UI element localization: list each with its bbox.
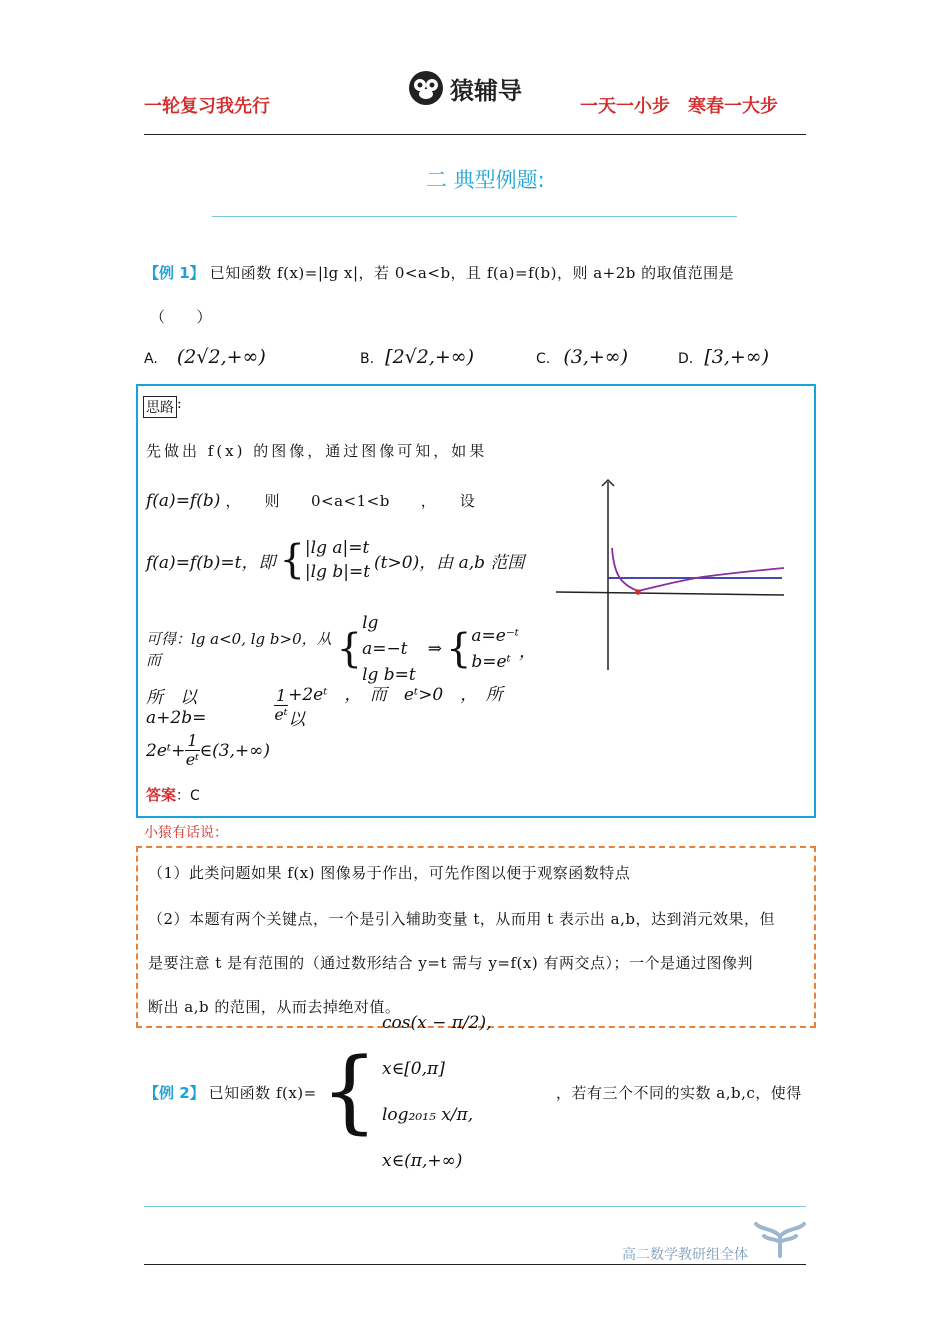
solution-line4: 可得：lg a<0, lg b>0，从而 { lg a=−t lg b=t ⇒ { a=e⁻ᵗ b=eᵗ ， bbox=[146, 613, 536, 685]
example1-stem bbox=[144, 262, 824, 283]
solution-line6: 2eᵗ+ $\frac{1}{\text{eᵗ}}$ ∈(3,+∞) bbox=[146, 731, 270, 769]
x-axis bbox=[556, 592, 784, 595]
tip-p4: 断出 a,b 的范围，从而去掉绝对值。 bbox=[148, 998, 401, 1016]
example2-stem: 【例 2】 已知函数 f(x)= { cos(x − π/2), x∈[0,π] log₂₀₁₅ x/π, x∈(π,+∞) ，若有三个不同的实数 a,b,c，使得 bbox=[144, 1013, 802, 1171]
option-b: B. [2√2,+∞) bbox=[360, 346, 475, 368]
tip-p2: （2）本题有两个关键点，一个是引入辅助变量 t，从而用 t 表示出 a,b，达到消元效果，但 bbox=[148, 910, 775, 928]
option-a: A. (2√2,+∞) bbox=[144, 346, 266, 368]
example1-text: 已知函数 f(x)=|lg x|，若 0<a<b，且 f(a)=f(b)，则 a+2b 的取值范围是 bbox=[209, 264, 735, 282]
solution-tag: 思路 bbox=[143, 396, 177, 418]
header-divider bbox=[144, 134, 806, 135]
tip-p1: （1）此类问题如果 f(x) 图像易于作出，可先作图以便于观察函数特点 bbox=[148, 864, 631, 882]
example1-paren: （ ） bbox=[150, 308, 213, 326]
monkey-logo-icon bbox=[408, 70, 444, 106]
header-right-slogan: 一天一小步 寒春一大步 bbox=[580, 96, 778, 117]
solution-line2: f(a)=f(b) ， 则 0<a<1<b ， 设 bbox=[146, 491, 476, 511]
section-divider bbox=[212, 216, 737, 217]
brand-logo bbox=[408, 70, 522, 106]
intersection-point bbox=[635, 589, 641, 595]
example1-label: 【例 1】 bbox=[144, 264, 205, 282]
section-title: 二 典型例题: bbox=[426, 168, 545, 192]
solution-line1: 先做出 f(x) 的图像，通过图像可知，如果 bbox=[146, 442, 488, 460]
example1-options bbox=[144, 346, 824, 376]
brand-name: 猿辅导 bbox=[450, 76, 522, 105]
tip-p3: 是要注意 t 是有范围的（通过数形结合 y=t 需与 y=f(x) 有两交点）；一个是通过图像判 bbox=[148, 954, 753, 972]
footer-text: 高二数学教研组全体 bbox=[622, 1247, 748, 1263]
footer-divider-top bbox=[144, 1206, 806, 1207]
piecewise-brace: { bbox=[320, 1039, 378, 1144]
solution-line3: f(a)=f(b)=t，即 { |lg a|=t |lg b|=t (t>0)，由 a,b 范围 bbox=[146, 537, 525, 583]
option-c: C. (3,+∞) bbox=[536, 346, 629, 368]
option-d: D. [3,+∞) bbox=[678, 346, 770, 368]
footer-tree-logo-icon bbox=[752, 1218, 808, 1258]
example2-label: 【例 2】 bbox=[144, 1083, 205, 1102]
solution-answer: 答案：C bbox=[146, 786, 200, 804]
function-graph bbox=[552, 478, 788, 674]
header-left-slogan: 一轮复习我先行 bbox=[144, 96, 270, 117]
footer-divider-bottom bbox=[144, 1264, 806, 1265]
tip-title: 小猿有话说： bbox=[144, 825, 228, 841]
curve-abs-lg-x bbox=[612, 548, 784, 591]
solution-tag-colon: : bbox=[177, 396, 182, 412]
solution-line5: 所 以 a+2b= $\frac{1}{\text{eᵗ}}$ +2eᵗ ， 而 eᵗ>0 ， 所 以 bbox=[146, 685, 520, 730]
